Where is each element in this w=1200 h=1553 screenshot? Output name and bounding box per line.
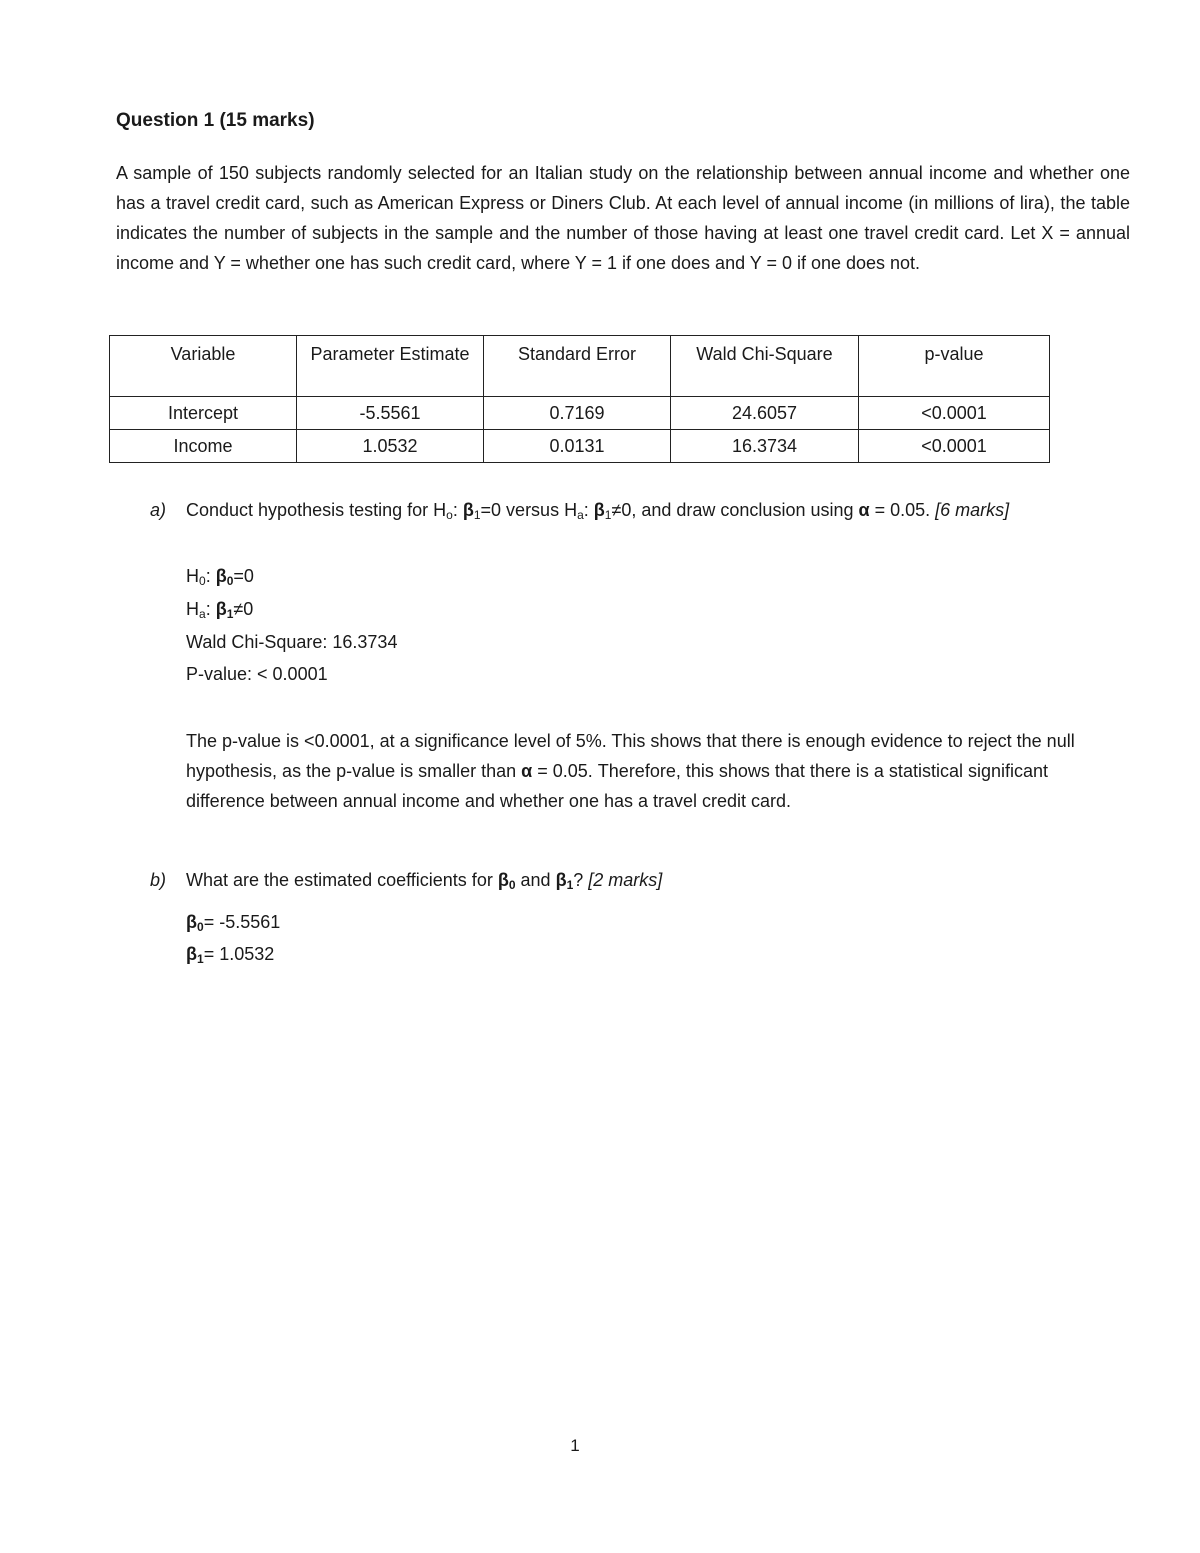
question-intro: A sample of 150 subjects randomly selected for an Italian study on the relationship between annual income and whether one has a travel credit card, such as American Express or Diners Club. At each level of annual income (in millions of lira), the table indicates the number of subjects in the sample and the number of those having at least one travel credit card. Let X = annual income and Y = whether one has such credit card, where Y = 1 if one does and Y = 0 if one does not.	[116, 163, 1130, 273]
colon: :	[583, 500, 594, 520]
header-p-value: p-value	[859, 336, 1050, 397]
question-mark: ?	[573, 870, 589, 890]
part-a-text-end: ≠0, and draw conclusion using	[611, 500, 859, 520]
header-wald-chi-square: Wald Chi-Square	[671, 336, 859, 397]
part-b-marker: b)	[150, 870, 167, 890]
h-sub: 0	[199, 574, 206, 588]
table-cell: Intercept	[110, 397, 297, 430]
beta-sub: 1	[566, 878, 574, 892]
part-a-text-mid: =0 versus H	[480, 500, 578, 520]
beta-symbol: β	[555, 870, 567, 890]
part-b-text	[186, 870, 662, 891]
beta-sub: 1	[197, 952, 204, 966]
part-b-text-pre: What are the estimated coefficients for	[186, 870, 498, 890]
h-sub: a	[199, 607, 206, 621]
part-a-text	[186, 500, 1009, 521]
alpha-symbol: α	[858, 500, 870, 520]
beta-sub: 1	[473, 508, 481, 522]
beta-symbol: β	[593, 500, 605, 520]
part-a-conclusion	[186, 726, 1126, 816]
colon: :	[452, 500, 463, 520]
table-row	[110, 430, 1050, 463]
ha-line: $H_a$: $\beta_1\ne 0$	[186, 599, 254, 621]
table-cell: 24.6057	[671, 397, 859, 430]
part-a-marker: a)	[150, 500, 167, 520]
beta-sub: 0	[508, 878, 516, 892]
beta-symbol: β	[215, 566, 227, 586]
header-standard-error: Standard Error	[484, 336, 671, 397]
alpha-value: = 0.05.	[869, 500, 936, 520]
table-row	[110, 397, 1050, 430]
part-b-marks: [2 marks]	[588, 870, 663, 890]
page-number: 1	[570, 1436, 580, 1455]
header-variable: Variable	[110, 336, 297, 397]
and-text: and	[515, 870, 556, 890]
conclusion-text-1: The p-value is <0.0001, at a significance level of 5%. This shows that there is enough evidence to reject the null hypothesis, as the p-value is smaller than	[186, 731, 1075, 781]
beta-sub: 1	[604, 508, 612, 522]
table-cell: 0.7169	[484, 397, 671, 430]
h0-value: =0	[233, 566, 254, 586]
table-cell: Income	[110, 430, 297, 463]
beta-symbol: β	[462, 500, 474, 520]
beta-symbol: β	[186, 912, 197, 932]
beta-symbol: β	[497, 870, 509, 890]
beta-symbol: β	[215, 599, 227, 619]
beta1-value: = 1.0532	[203, 944, 275, 964]
table-cell: 0.0131	[484, 430, 671, 463]
table-header-row	[110, 336, 1050, 397]
table-cell: <0.0001	[859, 430, 1050, 463]
h-sub-a: a	[577, 508, 584, 522]
table-cell: -5.5561	[297, 397, 484, 430]
table-cell: 1.0532	[297, 430, 484, 463]
beta1-answer	[186, 944, 274, 965]
conclusion-text-2: = 0.05. Therefore, this shows that there is a statistical significant difference between annual income and whether one has a travel credit card.	[186, 761, 1049, 811]
beta-symbol: β	[186, 944, 197, 964]
beta0-value: = -5.5561	[203, 912, 281, 932]
table-cell: <0.0001	[859, 397, 1050, 430]
h0-line: $H_0$: $\beta_0=0$	[186, 566, 254, 588]
part-a-text-pre: Conduct hypothesis testing for H	[186, 500, 447, 520]
beta0-answer	[186, 912, 280, 933]
h-sub-o: o	[446, 508, 453, 522]
wald-line: Wald Chi-Square: 16.3734	[186, 632, 398, 652]
beta-sub: 0	[226, 574, 234, 588]
h-label: H	[186, 599, 199, 619]
alpha-symbol: α	[521, 761, 533, 781]
header-parameter-estimate: Parameter Estimate	[297, 336, 484, 397]
pvalue-line: P-value: < 0.0001	[186, 664, 328, 684]
regression-table	[109, 335, 1050, 463]
h-label: H	[186, 566, 199, 586]
beta-sub: 0	[197, 920, 204, 934]
question-title: Question 1 (15 marks)	[116, 110, 315, 131]
table-cell: 16.3734	[671, 430, 859, 463]
part-a-marks: [6 marks]	[935, 500, 1010, 520]
ha-value: ≠0	[233, 599, 254, 619]
beta-sub: 1	[226, 607, 234, 621]
